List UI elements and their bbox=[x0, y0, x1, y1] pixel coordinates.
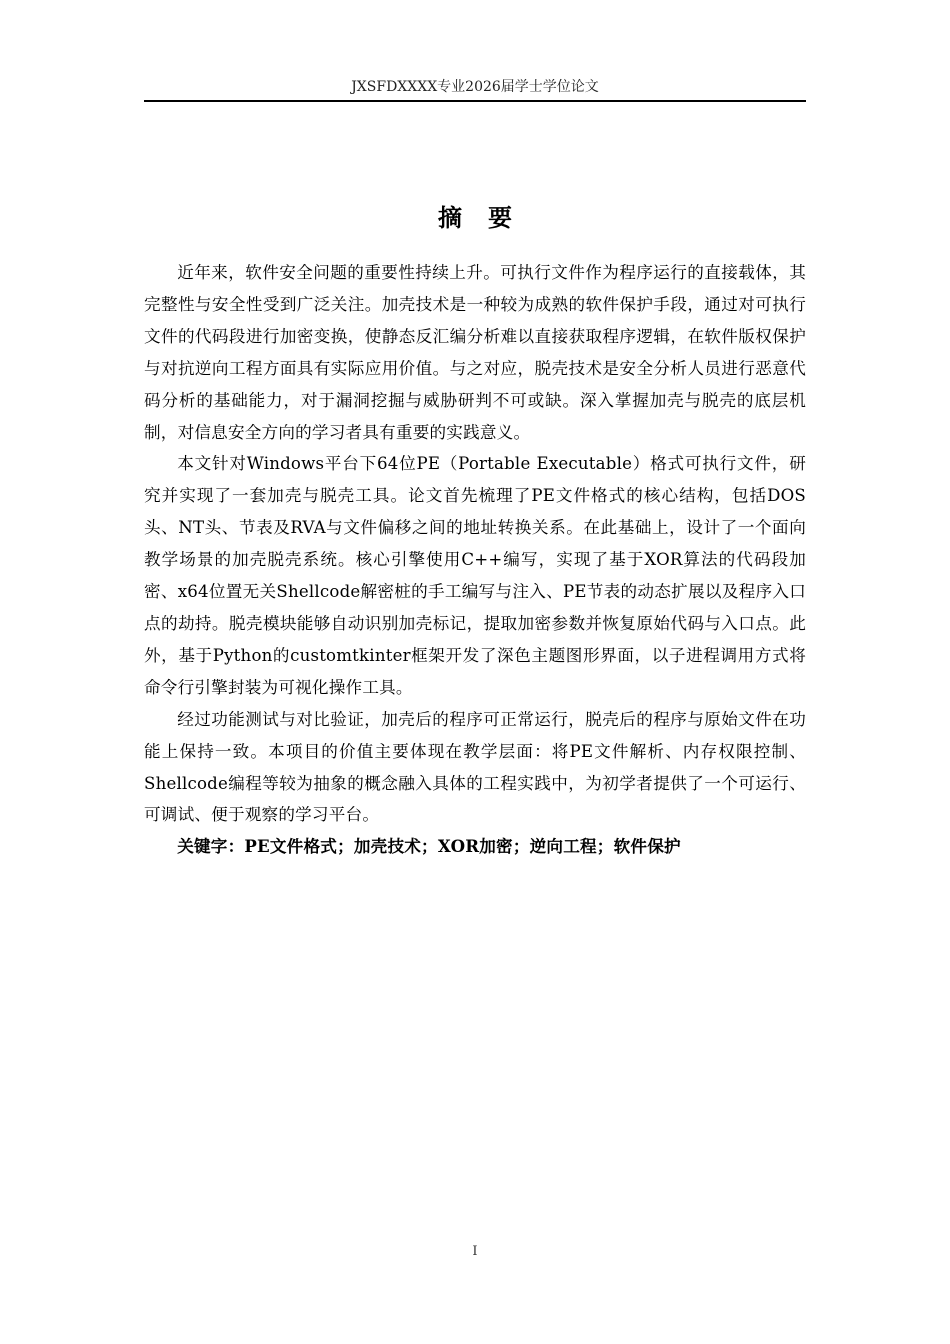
running-header: JXSFDXXXX专业2026届学士学位论文 bbox=[351, 79, 599, 95]
abstract-paragraph-3: 经过功能测试与对比验证，加壳后的程序可正常运行，脱壳后的程序与原始文件在功能上保持一致。本项目的价值主要体现在教学层面：将PE文件解析、内存权限控制、Shellcode编程等较为抽象的概念融入具体的工程实践中，为初学者提供了一个可运行、可调试、便于观察的学习平台。 bbox=[144, 709, 806, 825]
keywords-line: 关键字：PE文件格式；加壳技术；XOR加密；逆向工程；软件保护 bbox=[177, 836, 681, 857]
page-number: I bbox=[472, 1244, 478, 1259]
abstract-paragraph-2: 本文针对Windows平台下64位PE（Portable Executable）格式可执行文件，研究并实现了一套加壳与脱壳工具。论文首先梳理了PE文件格式的核心结构，包括DOS头、NT头、节表及RVA与文件偏移之间的地址转换关系。在此基础上，设计了一个面向教学场景的加壳脱壳系统。核心引擎使用C++编写，实现了基于XOR算法的代码段加密、x64位置无关Shellcode解密桩的手工编写与注入、PE节表的动态扩展以及程序入口点的劫持。脱壳模块能够自动识别加壳标记，提取加密参数并恢复原始代码与入口点。此外，基于Python的customtkinter框架开发了深色主题图形界面，以子进程调用方式将命令行引擎封装为可视化操作工具。 bbox=[144, 454, 806, 697]
abstract-body bbox=[144, 257, 806, 863]
header-rule bbox=[144, 100, 806, 102]
abstract-paragraph-1: 近年来，软件安全问题的重要性持续上升。可执行文件作为程序运行的直接载体，其完整性与安全性受到广泛关注。加壳技术是一种较为成熟的软件保护手段，通过对可执行文件的代码段进行加密变换，使静态反汇编分析难以直接获取程序逻辑，在软件版权保护与对抗逆向工程方面具有实际应用价值。与之对应，脱壳技术是安全分析人员进行恶意代码分析的基础能力，对于漏洞挖掘与威胁研判不可或缺。深入掌握加壳与脱壳的底层机制，对信息安全方向的学习者具有重要的实践意义。 bbox=[144, 263, 806, 442]
abstract-title: 摘要 bbox=[438, 203, 538, 232]
